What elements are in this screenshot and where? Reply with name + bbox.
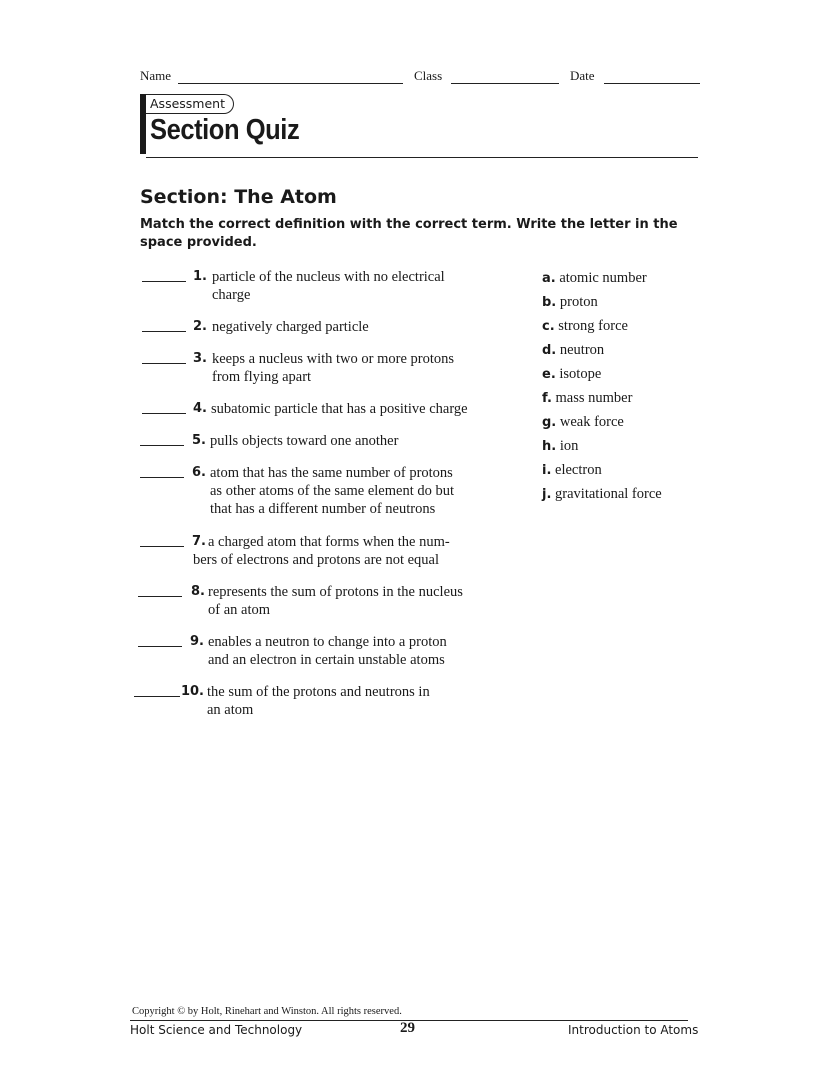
answer-term: atomic number bbox=[559, 270, 647, 286]
answer-term: isotope bbox=[559, 366, 602, 382]
class-label: Class bbox=[414, 68, 443, 83]
answer-term: ion bbox=[559, 438, 579, 454]
question-number: 5. bbox=[192, 433, 206, 448]
answer-letter: h. bbox=[542, 439, 557, 454]
question-text: bers of electrons and protons are not equal bbox=[193, 552, 440, 568]
question-text: charge bbox=[212, 287, 251, 303]
question-text: a charged atom that forms when the num- bbox=[208, 534, 450, 550]
copyright-notice: Copyright © by Holt, Rinehart and Winston. All rights reserved. bbox=[132, 1006, 402, 1017]
answer-term: gravitational force bbox=[555, 486, 662, 502]
section-title: Section: The Atom bbox=[140, 186, 337, 208]
answer-term: strong force bbox=[558, 318, 628, 334]
class-field[interactable] bbox=[451, 83, 559, 84]
question-text: an atom bbox=[207, 702, 254, 718]
question-number: 4. bbox=[193, 401, 207, 416]
answer-term: proton bbox=[559, 294, 598, 310]
question-number: 9. bbox=[190, 634, 204, 649]
chapter-title: Introduction to Atoms bbox=[568, 1023, 699, 1037]
assessment-tab: Assessment bbox=[146, 94, 234, 114]
instructions: Match the correct definition with the correct term. Write the letter in the space provided. bbox=[140, 217, 678, 250]
answer-option bbox=[542, 269, 647, 288]
name-field[interactable] bbox=[178, 83, 403, 84]
question-text: as other atoms of the same element do but bbox=[210, 483, 455, 499]
question-text: from flying apart bbox=[212, 369, 312, 385]
question-text: negatively charged particle bbox=[212, 319, 369, 335]
answer-letter: f. bbox=[542, 391, 552, 406]
question-text: subatomic particle that has a positive charge bbox=[211, 401, 468, 417]
question-text: keeps a nucleus with two or more protons bbox=[212, 351, 455, 367]
question-number: 3. bbox=[193, 351, 207, 366]
page-title: Section Quiz bbox=[150, 114, 300, 146]
answer-option bbox=[542, 485, 662, 504]
answer-letter: a. bbox=[542, 271, 556, 286]
date-label: Date bbox=[570, 68, 595, 83]
answer-term: mass number bbox=[555, 390, 633, 406]
question-text: particle of the nucleus with no electrical bbox=[212, 269, 445, 285]
answer-option bbox=[542, 341, 604, 360]
date-field[interactable] bbox=[604, 83, 700, 84]
answer-option bbox=[542, 437, 578, 456]
answer-option bbox=[542, 461, 602, 480]
answer-letter: j. bbox=[542, 487, 552, 502]
answer-option bbox=[542, 413, 624, 432]
answer-option bbox=[542, 365, 601, 384]
answer-term: weak force bbox=[559, 414, 624, 430]
question-text: of an atom bbox=[208, 602, 271, 618]
title-divider bbox=[146, 157, 698, 158]
question-number: 2. bbox=[193, 319, 207, 334]
question-text: that has a different number of neutrons bbox=[210, 501, 436, 517]
answer-option bbox=[542, 317, 628, 336]
question-number: 1. bbox=[193, 269, 207, 284]
name-label: Name bbox=[140, 68, 172, 83]
question-text: pulls objects toward one another bbox=[210, 433, 399, 449]
question-number: 10. bbox=[180, 684, 204, 699]
answer-term: electron bbox=[555, 462, 602, 478]
publisher-name: Holt Science and Technology bbox=[130, 1023, 303, 1037]
question-text: and an electron in certain unstable atoms bbox=[208, 652, 445, 668]
answer-letter: g. bbox=[542, 415, 557, 430]
answer-letter: e. bbox=[542, 367, 556, 382]
question-text: the sum of the protons and neutrons in bbox=[207, 684, 430, 700]
question-text: atom that has the same number of protons bbox=[210, 465, 453, 481]
page-number: 29 bbox=[400, 1020, 415, 1036]
answer-letter: d. bbox=[542, 343, 557, 358]
question-text: represents the sum of protons in the nucleus bbox=[208, 584, 463, 600]
question-text: enables a neutron to change into a proton bbox=[208, 634, 447, 650]
question-number: 7. bbox=[192, 534, 206, 549]
answer-option bbox=[542, 389, 632, 408]
answer-letter: c. bbox=[542, 319, 555, 334]
answer-term: neutron bbox=[559, 342, 605, 358]
answer-option bbox=[542, 293, 598, 312]
question-number: 6. bbox=[192, 465, 206, 480]
question-number: 8. bbox=[191, 584, 205, 599]
answer-letter: b. bbox=[542, 295, 557, 310]
answer-letter: i. bbox=[542, 463, 552, 478]
